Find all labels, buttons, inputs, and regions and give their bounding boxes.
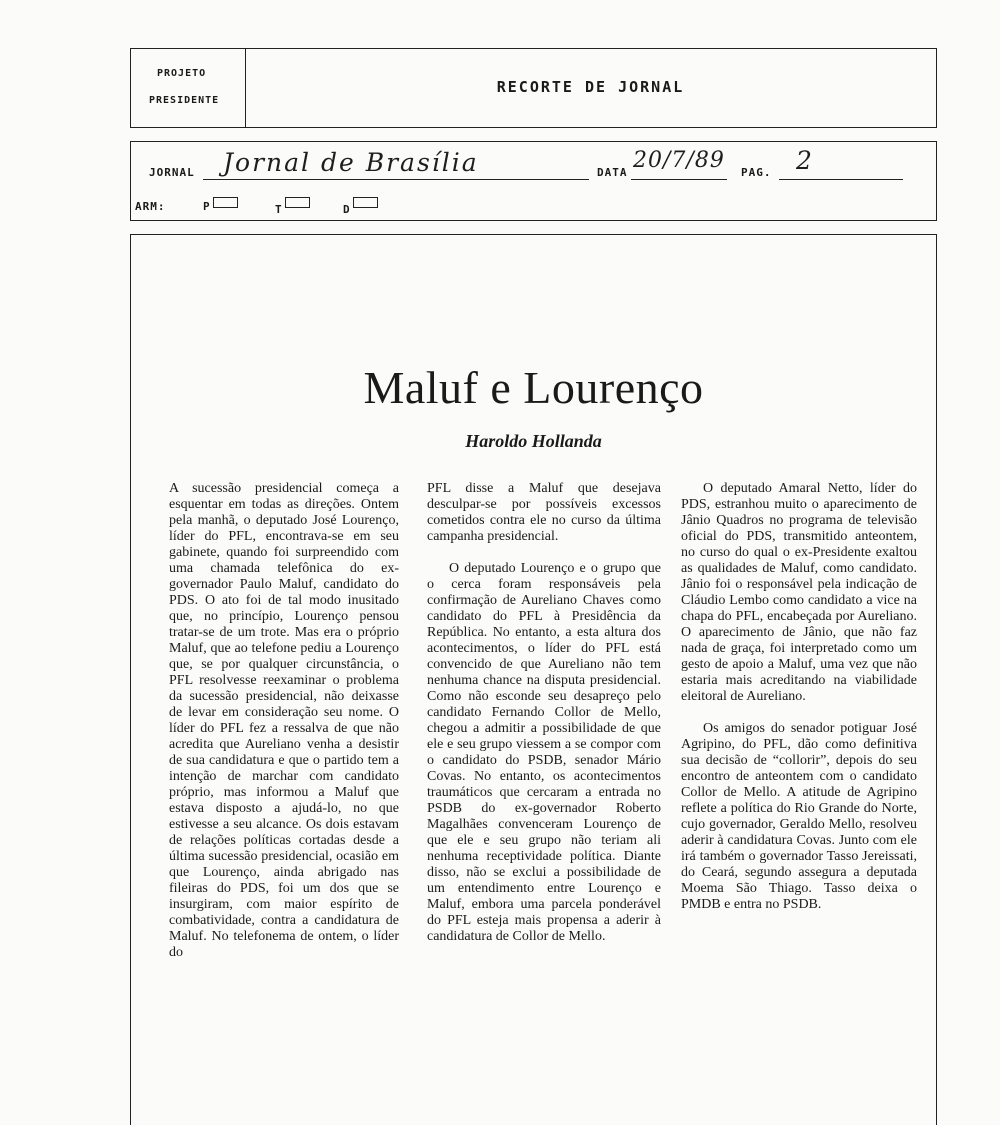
newspaper-info-box: [130, 141, 937, 221]
article-title: Maluf e Lourenço: [363, 362, 704, 413]
project-label-box: [131, 49, 246, 127]
article-column-3: [681, 481, 917, 913]
article-author: Haroldo Hollanda: [465, 431, 602, 451]
arm-t-label: T: [275, 203, 283, 216]
jornal-underline: [203, 179, 589, 180]
jornal-value: Jornal de Brasília: [223, 148, 479, 177]
project-label-line2: PRESIDENTE: [149, 95, 220, 106]
article-clipping: [130, 234, 937, 1125]
arm-t-checkbox: [285, 197, 310, 208]
jornal-label: JORNAL: [149, 166, 195, 179]
article-column-1: [169, 481, 399, 961]
arm-p-checkbox: [213, 197, 238, 208]
arm-label: ARM:: [135, 200, 166, 213]
article-paragraph: A sucessão presidencial começa a esquentar em todas as direções. Ontem pela manhã, o deputado José Lourenço, líder do PFL, encontrava-se em seu gabinete, quando foi surpreendido com uma chamada telefônica do ex-governador Paulo Maluf, candidato do PDS. O ato foi de tal modo inusitado que, no princípio, Lourenço pensou tratar-se de um trote. Mas era o próprio Maluf, que ao telefone pediu a Lourenço que, se por qualquer circunstância, o PFL resolvesse reexaminar o problema da sucessão presidencial, não deixasse de levar em consideração seu nome. O líder do PFL fez a ressalva de que não acredita que Aureliano venha a desistir de sua candidatura e que o partido tem a intenção de marchar com candidato próprio, mas informou a Maluf que estava disposto a ajudá-lo, no que estivesse a seu alcance. Os dois estavam de relações políticas cortadas desde a última sucessão presidencial, ocasião em que Lourenço, ainda abrigado nas fileiras do PDS, foi um dos que se insurgiram, com maior espírito de combatividade, contra a candidatura de Maluf. No telefonema de ontem, o líder do: [169, 481, 399, 960]
clipping-header: [130, 48, 937, 128]
project-label-line1: PROJETO: [157, 68, 207, 79]
clipping-title: RECORTE DE JORNAL: [496, 78, 685, 96]
data-value: 20/7/89: [633, 148, 725, 173]
article-paragraph: PFL disse a Maluf que desejava desculpar-se por possíveis excessos cometidos contra ele no curso da última campanha presidencial.: [427, 481, 661, 544]
data-label: DATA: [597, 166, 628, 179]
pag-value: 2: [796, 146, 814, 175]
article-paragraph: O deputado Amaral Netto, líder do PDS, estranhou muito o aparecimento de Jânio Quadros no programa de televisão oficial do PDS, transmitido anteontem, no curso do qual o ex-Presidente exaltou as qualidades de Maluf, como candidato. Jânio foi o responsável pela indicação de Cláudio Lembo como candidato a vice na chapa do PFL, encabeçada por Aureliano. O aparecimento de Jânio, que não faz nada de graça, foi interpretado como um gesto de apoio a Maluf, uma vez que não estaria mais acreditando na viabilidade eleitoral de Aureliano.: [681, 481, 917, 704]
pag-label: PAG.: [741, 166, 772, 179]
arm-d-checkbox: [353, 197, 378, 208]
article-column-2: [427, 481, 661, 945]
data-underline: [631, 179, 727, 180]
article-paragraph: Os amigos do senador potiguar José Agripino, do PFL, dão como definitiva sua decisão de “collorir”, depois do seu encontro de anteontem com o candidato Collor de Mello. A atitude de Agripino reflete a política do Rio Grande do Norte, cujo governador, Geraldo Mello, resolveu aderir à candidatura Covas. Junto com ele irá também o governador Tasso Jereissati, do Ceará, segundo assegura a deputada Moema São Thiago. Tasso deixa o PMDB e entra no PSDB.: [681, 721, 917, 912]
article-paragraph: O deputado Lourenço e o grupo que o cerca foram responsáveis pela confirmação de Aureliano Chaves como candidato do PFL à Presidência da República. No entanto, a esta altura dos acontecimentos, o líder do PFL está convencido de que Aureliano não tem nenhuma chance na disputa presidencial. Como não esconde seu desapreço pelo candidato Fernando Collor de Mello, chegou a admitir a possibilidade de que ele e seu grupo viessem a se compor com o candidato do PSDB, senador Mário Covas. No entanto, os acontecimentos traumáticos que cercaram a entrada no PSDB do ex-governador Roberto Magalhães convenceram Lourenço de que ele e seu grupo não teriam ali nenhuma receptividade política. Diante disso, não se exclui a possibilidade de um entendimento entre Lourenço e Maluf, embora uma parcela ponderável do PFL esteja mais propensa a aderir à candidatura de Collor de Mello.: [427, 561, 661, 944]
pag-underline: [779, 179, 903, 180]
arm-d-label: D: [343, 203, 351, 216]
arm-p-label: P: [203, 200, 211, 213]
